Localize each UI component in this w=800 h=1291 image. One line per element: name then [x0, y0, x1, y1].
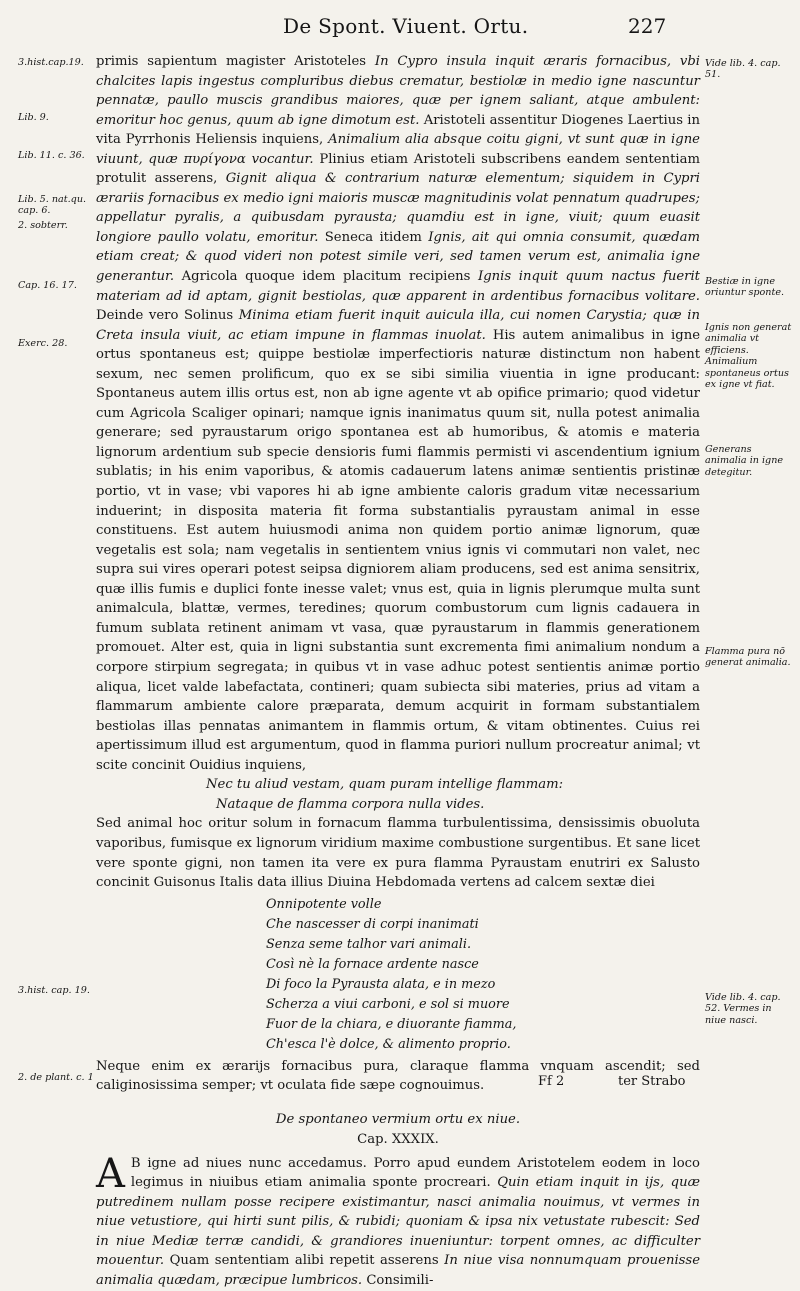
ovid-verse-2: Nataque de flamma corpora nulla vides.	[216, 796, 485, 812]
main-text	[96, 52, 700, 1291]
verse-line: Scherza a viui carboni, e sol si muore	[266, 996, 510, 1012]
paragraph-3: Neque enim ex ærarijs fornacibus pura, claraque flamma vnquam ascendit; sed caliginosissima semper; vt oculata fide sæpe cognouimus.	[96, 1058, 700, 1094]
margin-note-left: Lib. 9.	[18, 112, 49, 123]
margin-note-left: Lib. 5. nat.qu. cap. 6.	[18, 194, 87, 216]
paragraph-4: A B igne ad niues nunc accedamus. Porro apud eundem Aristotelem eodem in loco legimus in niuibus etiam animalia sponte procreari. Quin etiam inquit in ijs, quæ putredinem nullam posse recipere existimantur, nasci animalia nouimus, vt vermes in niue vetustiore, qui hirti sunt pilis, & rubidi; quoniam & ipsa nix vetustate rubescit: Sed in niue Mediæ terræ candidi, & grandiores inueniuntur: torpent omnes, ac difficulter mouentur. Quam sententiam alibi repetit asserens In niue visa nonnumquam prouenisse animalia quædam, præcipue lumbricos. Consimili-	[96, 1150, 701, 1288]
margin-note-right: Vide lib. 4. cap. 51.	[705, 58, 781, 81]
page-header	[0, 14, 800, 42]
margin-note-left: 2. sobterr.	[18, 220, 68, 231]
verse-line: Ch'esca l'è dolce, & alimento proprio.	[266, 1036, 511, 1052]
page-footer	[0, 1074, 800, 1096]
margin-note-left: 3.hist.cap.19.	[18, 57, 84, 68]
margin-note-left: Cap. 16. 17.	[18, 280, 77, 291]
margin-note-left: 3.hist. cap. 19.	[18, 985, 90, 996]
margin-note-left: Lib. 11. c. 36.	[18, 150, 85, 161]
margin-note-right: Flamma pura nō generat animalia.	[705, 646, 791, 669]
signature-mark: Ff 2	[538, 1074, 565, 1089]
margin-note-left: 2. de plant. c. 1	[18, 1072, 94, 1083]
margin-note-right: Bestiæ in igne oriuntur sponte.	[705, 276, 785, 299]
verse-line: Di foco la Pyrausta alata, e in mezo	[266, 976, 496, 992]
margin-note-left: Exerc. 28.	[18, 338, 68, 349]
ovid-verse-1: Nec tu aliud vestam, quam puram intellige flammam:	[206, 777, 564, 793]
page-number: 227	[628, 14, 667, 38]
verse-line: Onnipotente volle	[266, 896, 382, 912]
verse-line: Fuor de la chiara, e diuorante fiamma,	[266, 1016, 517, 1032]
verse-line: Senza seme talhor vari animali.	[266, 936, 472, 952]
paragraph-1: primis sapientum magister Aristoteles In Cypro insula inquit æraris fornacibus, vbi chalcites lapis ingestus compluribus diebus crematur, bestiolæ in medio igne nascuntur pennatæ, paullo muscis grandibus maiores, quæ per ignem saliant, atque ambulent: emoritur hoc genus, quum ab igne dimotum est. Aristoteli assentitur Diogenes Laertius in vita Pyrrhonis Heliensis inquiens, Animalium alia absque coitu gigni, vt sunt quæ in igne viuunt, quæ πυρίγονα vocantur. Plinius etiam Aristoteli subscribens eandem sententiam protulit asserens, Gignit aliqua & contrarium naturæ elementum; siquidem in Cypri ærariis fornacibus ex medio igni maioris muscæ magnitudinis volat pennatum quadrupes; appellatur pyralis, a quibusdam pyrausta; quamdiu est in igne, viuit; quum euasit longiore paullo volatu, emoritur. Seneca itidem Ignis, ait qui omnia consumit, quædam etiam creat; & quod videri non potest simile veri, sed tamen verum est, animalia igne generantur. Agricola quoque idem placitum recipiens Ignis inquit quum nactus fuerit materiam ad id aptam, gignit bestiolas, quæ apparent in ardentibus fornacibus volitare. Deinde vero Solinus Minima etiam fuerit inquit auicula illa, cui nomen Carystia; quæ in Creta insula viuit, ac etiam impune in flammas inuolat. His autem animalibus in igne ortus spontaneus est; quippe bestiolæ imperfectioris naturæ distinctum non habent sexum, nec semen prolificum, quo ex se sibi similia viuentia in igne producant: Spontaneus autem illis ortus est, non ab igne agente vt ab opifice primario; quod videtur cum Agricola Scaliger opinari; namque ignis inanimatus quum sit, nulla potest animalia generare; sed pyraustarum origo spontanea est ab humoribus, & atomis e materia lignorum ardentium sub specie densioris fumi flammis permisti vi ascendentium ignium sublatis; in his enim vaporibus, & atomis cadauerum latens animæ sentientis pristinæ portio, vt in vase; vbi vapores hi ab igne ambiente caloris gradum vitæ necessarium induerint; in disposita materia fit forma substantialis pyraustam animal in esse constituens. Est autem huiusmodi anima non quidem portio animæ lignorum, quæ vegetalis est sola; nam vegetalis in sentientem vnius ignis vi commutari non valet, nec supra sui vires operari potest seipsa digniorem aliam producens, sed est anima sensitrix, quæ illis fumis e duplici fonte inesse valet; vnus est, quia in lignis plerumque multa sunt animalcula, blattæ, vermes, teredines; quorum combustorum cum lignis cadauera in fumum sublata retinent animam vt vasa, quæ pyraustarum in flammis generationem promouet. Alter est, quia in ligni substantia sunt excrementa fimi animalium nondum a corpore stirpium segregata; in quibus vt in vase adhuc potest sentientis animæ portio aliqua, licet valde labefactata, contineri; quam subiecta sibi materies, prius ad vitam a flammarum ambiente calore præparata, demum acquirit in formam substantialem bestiolas illas pennatas animantem in flammis ortum, & vitam obtinentes. Cuius rei apertissimum illud est argumentum, quod in flamma puriori nullum procreatur animal; vt scite concinit Ouidius inquiens,	[96, 54, 701, 773]
paragraph-2: Sed animal hoc oritur solum in fornacum flamma turbulentissima, densissimis obuoluta vaporibus, fumisque ex lignorum viridium maxime combustione surgentibus. Et sane licet vere sponte gigni, non tamen ita vere ex pura flamma Pyraustam enutriri ex Salusto concinit Guisonus Italis data illius Diuina Hebdomada vertens ad calcem sextæ diei	[96, 816, 700, 891]
italian-verse	[96, 895, 700, 1055]
margin-note-right: Generans animalia in igne detegitur.	[705, 444, 784, 478]
verse-line: Così nè la fornace ardente nasce	[266, 956, 479, 972]
running-title: De Spont. Viuent. Ortu.	[283, 14, 529, 38]
margin-note-right: Vide lib. 4. cap. 52. Vermes in niue nasci.	[705, 992, 781, 1026]
verse-line: Che nascesser di corpi inanimati	[266, 916, 479, 932]
catchword: ter Strabo	[618, 1074, 686, 1089]
margin-note-right: Ignis non generat animalia vt efficiens. Animalium spontaneus ortus ex igne vt fiat.	[705, 322, 792, 391]
chapter-number: Cap. XXXIX.	[357, 1131, 439, 1147]
section-title: De spontaneo vermium ortu ex niue.	[275, 1111, 521, 1127]
drop-cap: A	[96, 1150, 125, 1197]
